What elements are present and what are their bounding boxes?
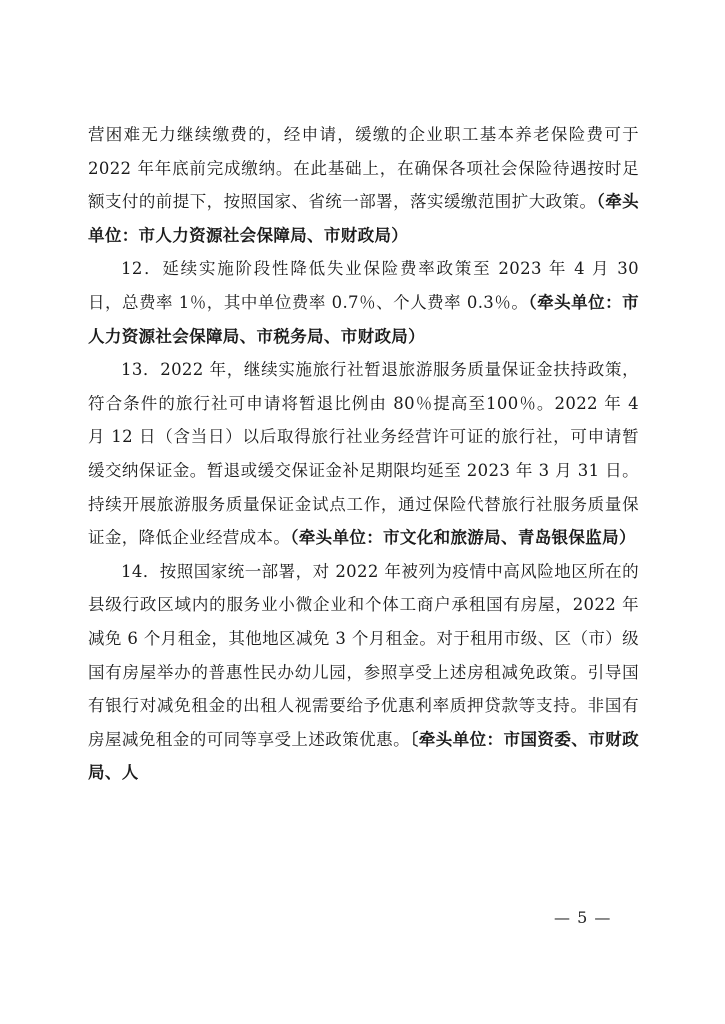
paragraph-13-body: 13．2022 年，继续实施旅行社暂退旅游服务质量保证金扶持政策，符合条件的旅行社可申请将暂退比例由 80％提高至100％。2022 年 4 月 12 日（含当日）以后取得旅行社业务经营许可证的旅行社，可申请暂缓交纳保证金。暂退或缓交保证金补足期限均延至 2023 年 3 月 31 日。持续开展旅游服务质量保证金试点工作，通过保险代替旅行社服务质量保证金，降低企业经营成本。 <box>88 360 639 548</box>
page-number: — 5 — <box>554 908 612 927</box>
paragraph-13-lead-units: （牵头单位：市文化和旅游局、青岛银保监局） <box>290 528 636 548</box>
paragraph-11-continued <box>88 118 639 252</box>
paragraph-11-lead-units: （牵头单位：市人力资源社会保障局、市财政局） <box>88 192 639 245</box>
paragraph-14-lead-units: 〔牵头单位：市国资委、市财政局、人 <box>88 729 639 783</box>
paragraph-12-lead-units: （牵头单位：市人力资源社会保障局、市税务局、市财政局） <box>88 292 639 346</box>
paragraph-14-body: 14．按照国家统一部署，对 2022 年被列为疫情中高风险地区所在的县级行政区域内的服务业小微企业和个体工商户承租国有房屋，2022 年减免 6 个月租金，其他地区减免 3 个月租金。对于租用市级、区（市）级国有房屋举办的普惠性民办幼儿园，参照享受上述房租减免政策。引导国有银行对减免租金的出租人视需要给予优惠利率质押贷款等支持。非国有房屋减免租金的可同等享受上述政策优惠。 <box>88 561 639 749</box>
paragraph-11-body: 营困难无力继续缴费的，经申请，缓缴的企业职工基本养老保险费可于 2022 年年底前完成缴纳。在此基础上，在确保各项社会保险待遇按时足额支付的前提下，按照国家、省统一部署，落实缓缴范围扩大政策。 <box>88 125 639 212</box>
paragraph-12 <box>88 252 639 353</box>
paragraph-14 <box>88 555 639 790</box>
paragraph-12-body: 12．延续实施阶段性降低失业保险费率政策至 2023 年 4 月 30 日，总费率 1％，其中单位费率 0.7％、个人费率 0.3％。 <box>88 259 639 312</box>
paragraph-13 <box>88 353 639 555</box>
document-page <box>88 118 639 790</box>
